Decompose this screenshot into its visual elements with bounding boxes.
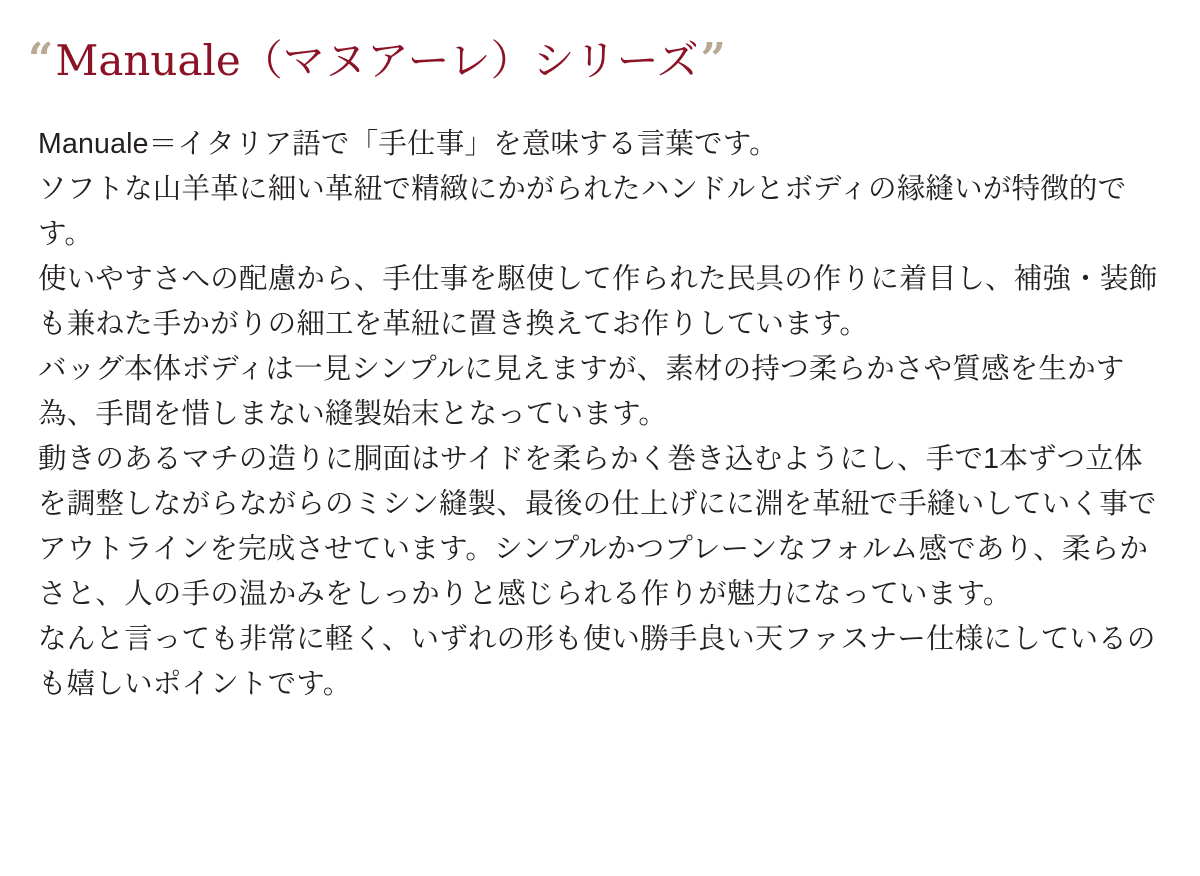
page-title: Manuale（マヌアーレ）シリーズ (55, 36, 699, 85)
heading-line (28, 34, 726, 85)
quote-close-icon: ” (700, 34, 726, 85)
description-paragraph: ソフトな山羊革に細い革紐で精緻にかがられたハンドルとボディの縁縫いが特徴的です。 (38, 173, 1127, 250)
description-paragraph: Manuale＝イタリア語で「手仕事」を意味する言葉です。 (38, 128, 778, 160)
description-paragraph: 使いやすさへの配慮から、手仕事を駆使して作られた民具の作りに着目し、補強・装飾も兼ねた手かがりの細工を革紐に置き換えてお作りしています。 (38, 263, 1158, 340)
description-paragraph: 動きのあるマチの造りに胴面はサイドを柔らかく巻き込むようにし、手で1本ずつ立体を調整しながらながらのミシン縫製、最後の仕上げにに淵を革紐で手縫いしていく事でアウトラインを完成させています。シンプルかつプレーンなフォルム感であり、柔らかさと、人の手の温かみをしっかりと感じられる作りが魅力になっています。 (38, 443, 1157, 610)
description-body (20, 122, 1180, 707)
quote-open-icon: “ (28, 34, 54, 85)
page-heading (20, 0, 1180, 86)
description-paragraph: なんと言っても非常に軽く、いずれの形も使い勝手良い天ファスナー仕様にしているのも嬉しいポイントです。 (38, 623, 1156, 700)
description-paragraph: バッグ本体ボディは一見シンプルに見えますが、素材の持つ柔らかさや質感を生かす為、手間を惜しまない縫製始末となっています。 (38, 353, 1125, 430)
